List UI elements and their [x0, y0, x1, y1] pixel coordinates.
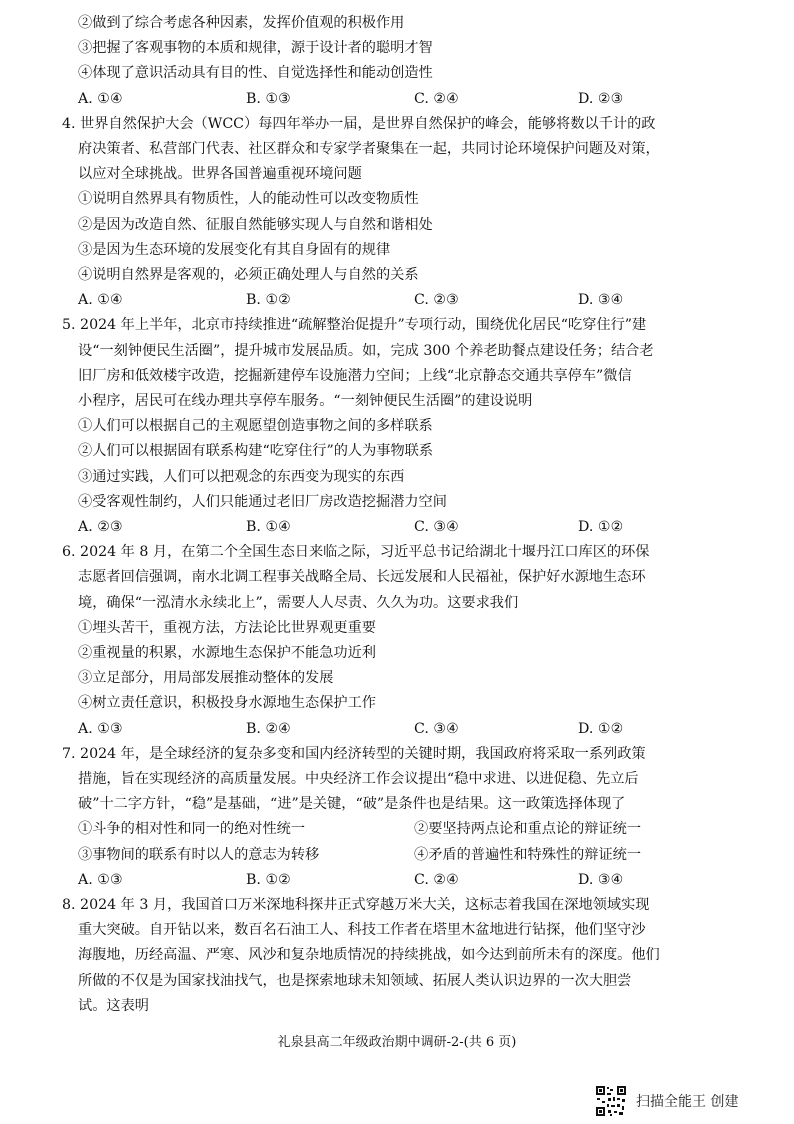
text-line: 志愿者回信强调，南水北调工程事关战略全局、长远发展和人民福祉，保护好水源地生态环 [78, 569, 646, 585]
text-line: 试。这表明 [78, 998, 149, 1014]
question-stem: 5. 2024 年上半年，北京市持续推进“疏解整治促提升”专项行动，围绕优化居民“吃穿住行”建 [62, 317, 647, 333]
text-line: 所做的不仅是为国家找油找气，也是探索地球未知领域、拓展人类认识边界的一次大胆尝 [78, 973, 632, 989]
answer-option: A. ①④ [78, 91, 123, 107]
answer-options [78, 870, 718, 890]
text-line: ①人们可以根据自己的主观愿望创造事物之间的多样联系 [78, 418, 433, 434]
text-line: ④说明自然界是客观的，必须正确处理人与自然的关系 [78, 267, 419, 283]
answer-option: B. ①② [246, 872, 291, 888]
text-line: ④树立责任意识，积极投身水源地生态保护工作 [78, 695, 376, 711]
text-line: ③立足部分，用局部发展推动整体的发展 [78, 670, 334, 686]
answer-option: B. ①④ [246, 519, 291, 535]
answer-option: A. ①④ [78, 292, 123, 308]
text-line: 破”十二字方针，“稳”是基础，“进”是关键，“破”是条件也是结果。这一政策选择体现了 [78, 796, 626, 812]
answer-option: A. ②③ [78, 519, 123, 535]
text-line: ①说明自然界具有物质性，人的能动性可以改变物质性 [78, 191, 419, 207]
text-line: 海腹地，历经高温、严寒、风沙和复杂地质情况的持续挑战，如今达到前所未有的深度。他们 [78, 947, 660, 963]
text-line: ①埋头苦干，重视方法，方法论比世界观更重要 [78, 620, 376, 636]
answer-option: C. ②③ [414, 292, 459, 308]
text-line: ②人们可以根据固有联系构建“吃穿住行”的人为事物联系 [78, 443, 434, 459]
question-stem: 7. 2024 年，是全球经济的复杂多变和国内经济转型的关键时期，我国政府将采取一系列政策 [62, 746, 646, 762]
answer-option: D. ①② [578, 721, 624, 737]
statement-item: ①斗争的相对性和同一的绝对性统一 [78, 821, 306, 837]
text-line: 旧厂房和低效楼宇改造，挖掘新建停车设施潜力空间；上线“北京静态交通共享停车”微信 [78, 368, 632, 384]
question-stem: 4. 世界自然保护大会（WCC）每四年举办一届，是世界自然保护的峰会，能够将数以千计的政 [62, 116, 656, 132]
answer-option: A. ①③ [78, 721, 123, 737]
text-line: 设“一刻钟便民生活圈”，提升城市发展品质。如，完成 300 个养老助餐点建设任务；结合老 [78, 343, 654, 359]
text-line: 以应对全球挑战。世界各国普遍重视环境问题 [78, 166, 362, 182]
statement-pair [78, 819, 718, 839]
answer-option: B. ①③ [246, 91, 291, 107]
answer-option: C. ②④ [414, 872, 459, 888]
answer-option: B. ①② [246, 292, 291, 308]
question-stem: 6. 2024 年 8 月，在第二个全国生态日来临之际，习近平总书记给湖北十堰丹江口库区的环保 [62, 544, 650, 560]
text-line: 措施，旨在实现经济的高质量发展。中央经济工作会议提出“稳中求进、以进促稳、先立后 [78, 771, 639, 787]
statement-pair [78, 845, 718, 865]
answer-option: D. ③④ [578, 292, 624, 308]
statement-item: ③事物间的联系有时以人的意志为转移 [78, 847, 320, 863]
qr-code-graphic [595, 1085, 627, 1117]
answer-option: D. ③④ [578, 872, 624, 888]
question-stem: 8. 2024 年 3 月，我国首口万米深地科探井正式穿越万米大关，这标志着我国在深地领域实现 [62, 897, 650, 913]
text-line: ③把握了客观事物的本质和规律，源于设计者的聪明才智 [78, 40, 433, 56]
statement-item: ②要坚持两点论和重点论的辩证统一 [414, 821, 642, 837]
scanner-watermark: 扫描全能王 创建 [636, 1094, 739, 1110]
page-footer: 礼泉县高二年级政治期中调研-2-(共 6 页) [277, 1035, 517, 1050]
text-line: ②重视量的积累，水源地生态保护不能急功近利 [78, 645, 376, 661]
text-line: 小程序，居民可在线办理共享停车服务。“一刻钟便民生活圈”的建设说明 [78, 393, 533, 409]
answer-option: C. ③④ [414, 519, 459, 535]
answer-options [78, 517, 718, 537]
answer-option: C. ③④ [414, 721, 459, 737]
qr-code-icon [595, 1085, 627, 1117]
answer-options [78, 719, 718, 739]
text-line: ②是因为改造自然、征服自然能够实现人与自然和谐相处 [78, 217, 433, 233]
text-line: ④受客观性制约，人们只能通过老旧厂房改造挖掘潜力空间 [78, 494, 447, 510]
text-line: ②做到了综合考虑各种因素，发挥价值观的积极作用 [78, 15, 405, 31]
answer-options [78, 290, 718, 310]
text-line: ③通过实践，人们可以把观念的东西变为现实的东西 [78, 469, 405, 485]
text-line: 府决策者、私营部门代表、社区群众和专家学者聚集在一起，共同讨论环境保护问题及对策， [78, 141, 660, 157]
answer-option: B. ②④ [246, 721, 291, 737]
answer-option: D. ①② [578, 519, 624, 535]
text-line: ④体现了意识活动具有目的性、自觉选择性和能动创造性 [78, 65, 433, 81]
text-line: ③是因为生态环境的发展变化有其自身固有的规律 [78, 242, 391, 258]
answer-options [78, 89, 718, 109]
statement-item: ④矛盾的普遍性和特殊性的辩证统一 [414, 847, 642, 863]
answer-option: D. ②③ [578, 91, 624, 107]
text-line: 重大突破。自开钻以来，数百名石油工人、科技工作者在塔里木盆地进行钻探，他们坚守沙 [78, 922, 646, 938]
answer-option: A. ①③ [78, 872, 123, 888]
text-line: 境，确保“一泓清水永续北上”，需要人人尽责、久久为功。这要求我们 [78, 595, 519, 611]
answer-option: C. ②④ [414, 91, 459, 107]
